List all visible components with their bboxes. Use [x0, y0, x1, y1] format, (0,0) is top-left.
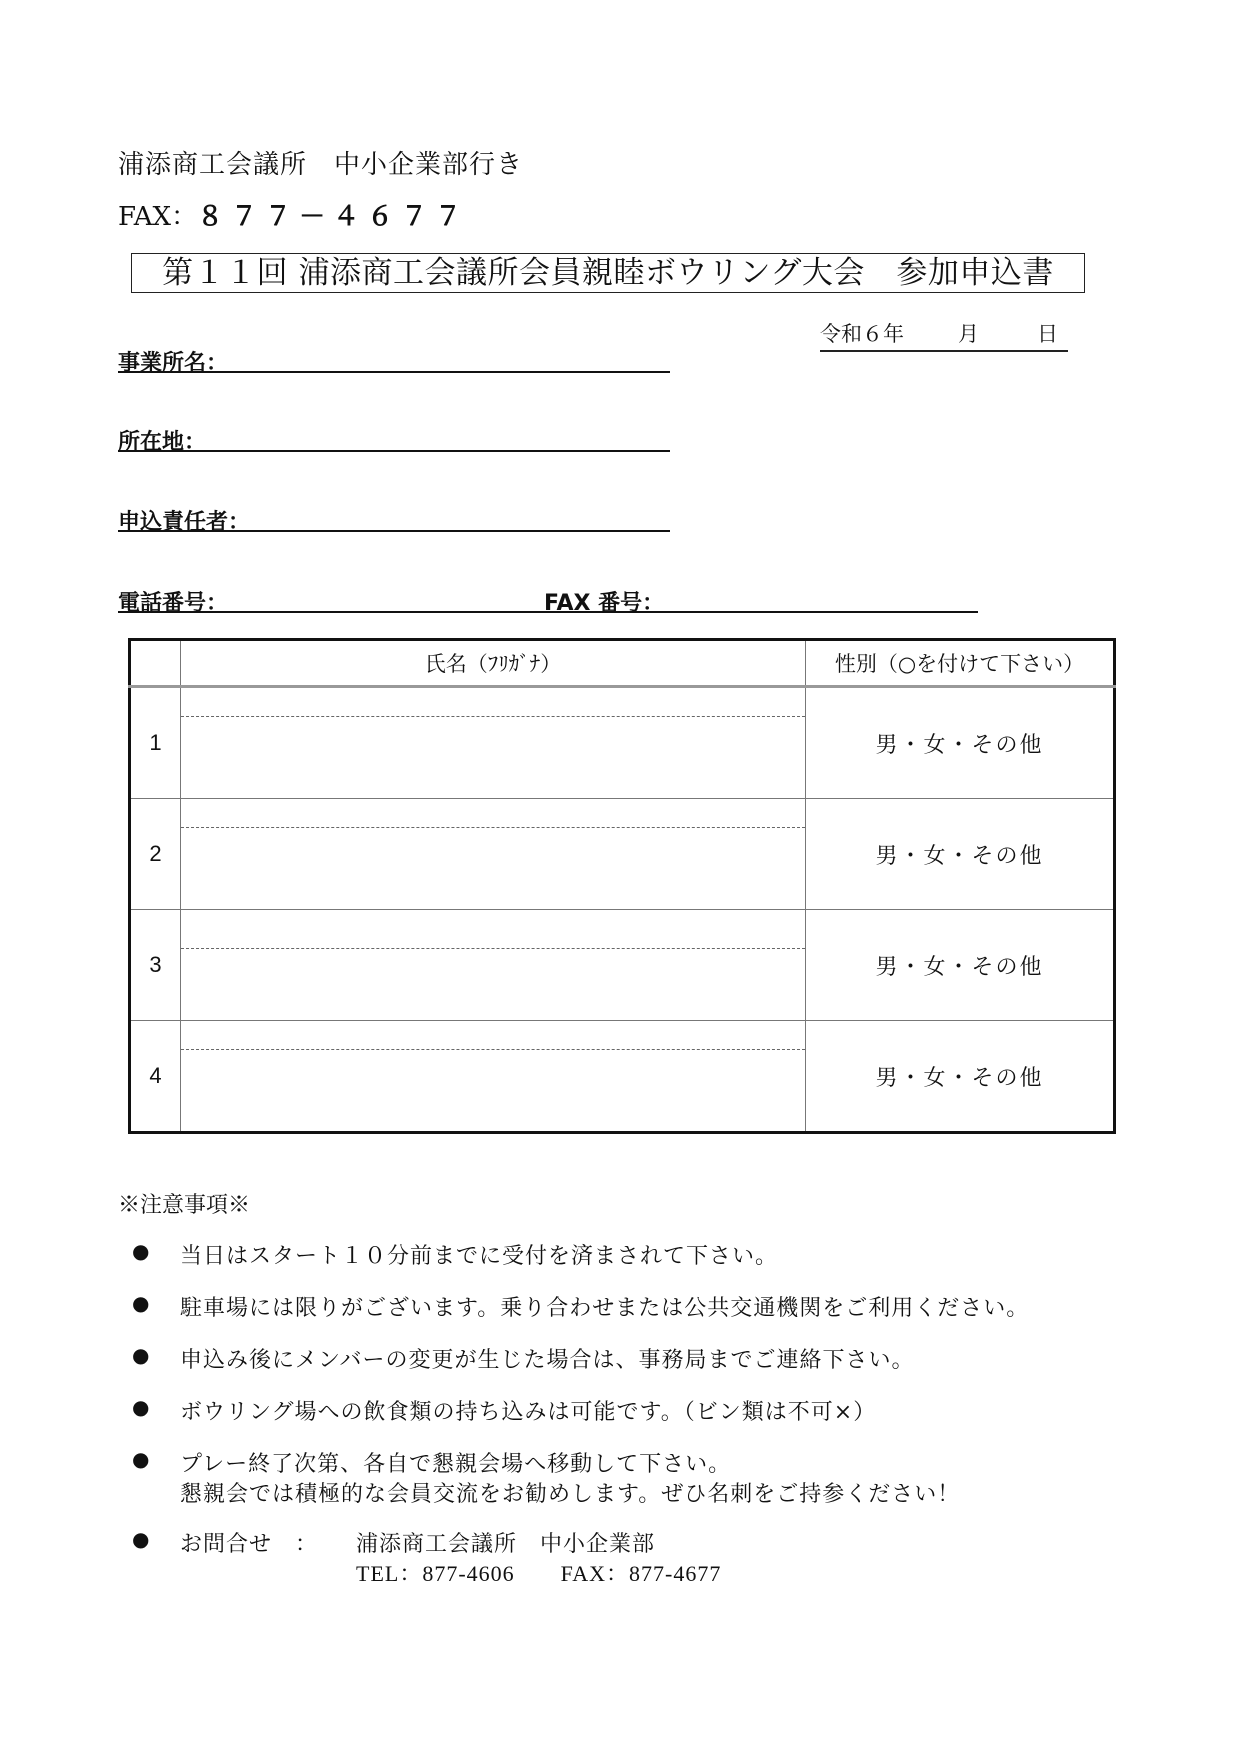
- furigana-divider: [181, 948, 805, 949]
- bullet-icon: ●: [132, 1343, 151, 1367]
- row-number: 4: [130, 1021, 181, 1133]
- furigana-divider: [181, 1049, 805, 1050]
- header-gender: 性別（○を付けて下さい）: [806, 640, 1115, 687]
- furigana-divider: [181, 716, 805, 717]
- date-day: 日: [1037, 322, 1058, 346]
- notes-title: ※注意事項※: [118, 1193, 251, 1218]
- gender-cell[interactable]: 男・女・その他: [806, 687, 1115, 799]
- business-name-label: 事業所名：: [118, 351, 229, 376]
- bullet-icon: ●: [132, 1395, 151, 1419]
- table-row: [130, 910, 1115, 1021]
- recipient-line: 浦添商工会議所 中小企業部行き: [118, 150, 524, 180]
- header-name: 氏名（ﾌﾘｶﾞﾅ）: [181, 640, 806, 687]
- applicant-label: 申込責任者：: [118, 510, 251, 535]
- gender-cell[interactable]: 男・女・その他: [806, 1021, 1115, 1133]
- bullet-icon: ●: [132, 1291, 151, 1315]
- bullet-icon: ●: [132, 1239, 151, 1263]
- address-field[interactable]: [118, 450, 670, 452]
- date-month: 月: [958, 322, 979, 346]
- applicant-field[interactable]: [118, 530, 670, 532]
- name-cell[interactable]: [181, 910, 806, 1021]
- contact-tel-fax: TEL：877-4606 FAX：877-4677: [356, 1561, 722, 1586]
- table-row: [130, 1021, 1115, 1133]
- note-text: ボウリング場への飲食類の持ち込みは可能です。（ビン類は不可×）: [180, 1400, 877, 1425]
- note-text-line2: 懇親会では積極的な会員交流をお勧めします。ぜひ名刺をご持参ください！: [180, 1482, 961, 1507]
- note-text: プレー終了次第、各自で懇親会場へ移動して下さい。: [180, 1452, 732, 1477]
- note-text: 当日はスタート１０分前までに受付を済まされて下さい。: [180, 1244, 779, 1269]
- bullet-icon: ●: [132, 1447, 151, 1471]
- row-number: 1: [130, 687, 181, 799]
- gender-cell[interactable]: 男・女・その他: [806, 910, 1115, 1021]
- header-no: [130, 640, 181, 687]
- fax-header: [118, 196, 469, 233]
- note-text: 駐車場には限りがございます。乗り合わせまたは公共交通機関をご利用ください。: [180, 1296, 1030, 1321]
- business-name-field[interactable]: [118, 371, 670, 373]
- name-cell[interactable]: [181, 799, 806, 910]
- contact-org: 浦添商工会議所 中小企業部: [356, 1532, 656, 1557]
- table-row: [130, 799, 1115, 910]
- row-number: 2: [130, 799, 181, 910]
- furigana-divider: [181, 827, 805, 828]
- name-cell[interactable]: [181, 687, 806, 799]
- note-text: 申込み後にメンバーの変更が生じた場合は、事務局までご連絡下さい。: [180, 1348, 915, 1373]
- address-label: 所在地：: [118, 430, 207, 455]
- table-row: [130, 687, 1115, 799]
- phone-label: 電話番号：: [118, 591, 229, 616]
- date-era: 令和６年: [820, 322, 904, 346]
- gender-cell[interactable]: 男・女・その他: [806, 799, 1115, 910]
- bullet-icon: ●: [132, 1527, 151, 1551]
- fax-number: ８７７－４６７７: [197, 202, 470, 232]
- member-table: [128, 638, 1116, 1134]
- name-cell[interactable]: [181, 1021, 806, 1133]
- contact-label: お問合せ ：: [180, 1532, 319, 1557]
- date-line[interactable]: [820, 318, 1068, 352]
- fax-label: FAX：: [118, 202, 198, 232]
- table-header-row: [130, 640, 1115, 687]
- form-title: 第１１回 浦添商工会議所会員親睦ボウリング大会 参加申込書: [131, 253, 1085, 293]
- row-number: 3: [130, 910, 181, 1021]
- fax-field-label: FAX 番号：: [544, 591, 665, 616]
